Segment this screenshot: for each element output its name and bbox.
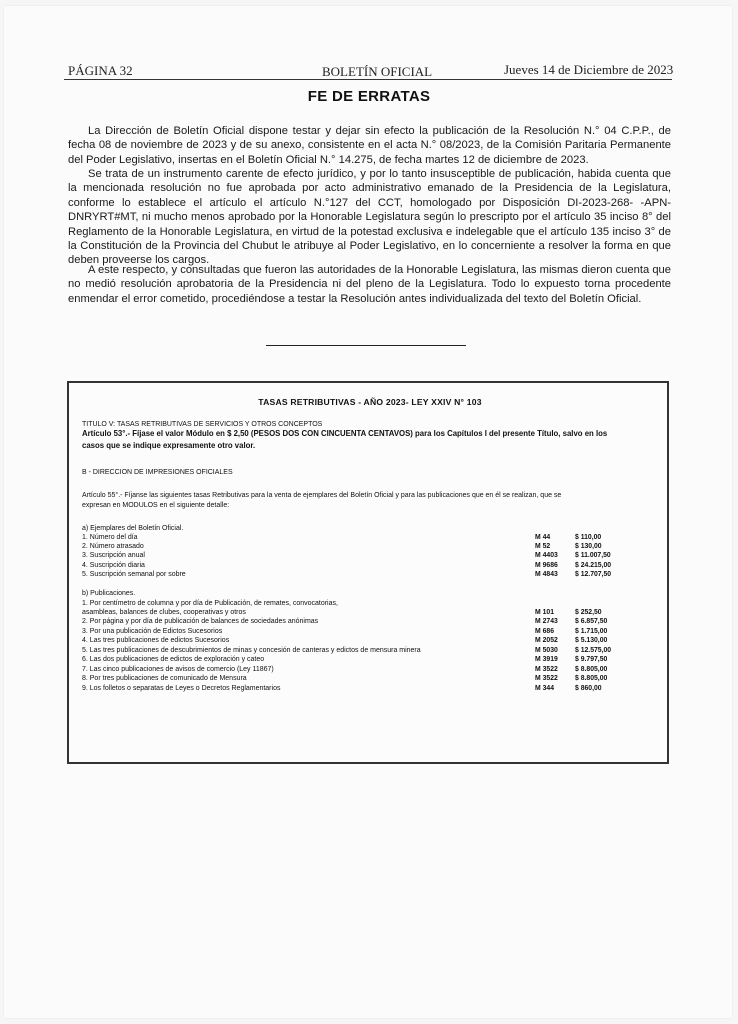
articulo-55-line-2: expresan en MODULOS en el siguiente detalle: — [82, 500, 230, 509]
errata-paragraph-1: La Dirección de Boletín Oficial dispone testar y dejar sin efecto la publicación de la Resolución N.° 04 C.P.P., de fecha 08 de noviembre de 2023 y de su anexo, consistente en el acta N.° 08/2023, de la Comisión Paritaria Permanente del Poder Legislativo, insertas en el Boletín Oficial N.° 14.275, de fecha martes 12 de diciembre de 2023. — [68, 125, 671, 166]
price-value: $ 5.130,00 — [575, 635, 608, 644]
list-item: 9. Los folletos o separatas de Leyes o Decretos Reglamentarios — [82, 683, 281, 692]
modulo-value: M 4843 — [535, 569, 558, 578]
page-number: PÁGINA 32 — [68, 63, 133, 78]
publicaciones-heading: b) Publicaciones. — [82, 588, 136, 597]
list-item: 3. Por una publicación de Edictos Sucesorios — [82, 626, 223, 635]
list-item: 5. Suscripción semanal por sobre — [82, 569, 186, 578]
modulo-value: M 101 — [535, 607, 554, 616]
list-item: 7. Las cinco publicaciones de avisos de comercio (Ley 11867) — [82, 664, 274, 673]
list-item: 5. Las tres publicaciones de descubrimientos de minas y concesión de canteras y edictos de mensura minera — [82, 645, 421, 654]
price-value: $ 8.805,00 — [575, 664, 608, 673]
modulo-value: M 44 — [535, 532, 551, 541]
articulo-53-line-2: casos que se indique expresamente otro valor. — [82, 440, 256, 450]
titulo-v: TITULO V: TASAS RETRIBUTIVAS DE SERVICIOS Y OTROS CONCEPTOS — [82, 419, 323, 428]
price-value: $ 110,00 — [575, 532, 602, 541]
errata-paragraph-2: Se trata de un instrumento carente de efecto jurídico, y por lo tanto insusceptible de publicación, habida cuenta que la mencionada resolución no fue aprobada por acto administrativo emanado de la Presidencia de la Legislatura, conforme lo establece el artículo el artículo N.°127 del CCT, homologado por Disposición DI-2023-268- -APN-DNRYRT#MT, ni mucho menos aprobado por la Honorable Legislatura según lo prescripto por el artículo 35 inciso 8° del Reglamento de la Honorable Legislatura, en virtud de la potestad exclusiva e indelegable que el artículo 135 inciso 3° de la Constitución de la Provincia del Chubut le atribuye al Poder Legislativo, en lo concerniente a resolver la forma en que deben proveerse los cargos. — [68, 168, 671, 267]
errata-paragraph-3: A este respecto, y consultadas que fueron las autoridades de la Honorable Legislatura, las mismas dieron cuenta que no medió resolución aprobatoria de la Presidencia ni del pleno de la Legislatura. Todo lo expuesto torna procedente enmendar el error cometido, procediéndose a testar la Resolución antes individualizada del texto del Boletín Oficial. — [68, 264, 671, 305]
list-item: asambleas, balances de clubes, cooperativas y otros — [82, 607, 246, 616]
list-item: 3. Suscripción anual — [82, 550, 145, 559]
price-value: $ 12.575,00 — [575, 645, 612, 654]
modulo-value: M 3522 — [535, 664, 558, 673]
section-divider — [266, 345, 466, 346]
modulo-value: M 9686 — [535, 560, 558, 569]
price-value: $ 12.707,50 — [575, 569, 612, 578]
ejemplares-heading: a) Ejemplares del Boletín Oficial. — [82, 523, 184, 532]
list-item: 2. Número atrasado — [82, 541, 144, 550]
errata-title: FE DE ERRATAS — [307, 88, 431, 105]
articulo-55-line-1: Artículo 55°.- Fíjanse las siguientes tasas Retributivas para la venta de ejemplares del Boletín Oficial y para las publicaciones que en él se realizan, que se — [82, 490, 562, 499]
header-rule — [64, 79, 672, 80]
articulo-53-line-1: Artículo 53°.- Fíjase el valor Módulo en $ 2,50 (PESOS DOS CON CINCUENTA CENTAVOS) para los Capítulos I del presente Título, salvo en los — [82, 428, 608, 438]
list-item: 1. Número del día — [82, 532, 138, 541]
publication-name: BOLETÍN OFICIAL — [322, 64, 433, 79]
modulo-value: M 4403 — [535, 550, 558, 559]
list-item: 8. Por tres publicaciones de comunicado de Mensura — [82, 673, 247, 682]
modulo-value: M 3919 — [535, 654, 558, 663]
tasas-box — [67, 381, 669, 764]
price-value: $ 252,50 — [575, 607, 602, 616]
price-value: $ 8.805,00 — [575, 673, 608, 682]
modulo-value: M 2052 — [535, 635, 558, 644]
list-item: 2. Por página y por día de publicación de balances de sociedades anónimas — [82, 616, 319, 625]
list-item: 4. Las tres publicaciones de edictos Sucesorios — [82, 635, 230, 644]
modulo-value: M 3522 — [535, 673, 558, 682]
price-value: $ 1.715,00 — [575, 626, 608, 635]
modulo-value: M 5030 — [535, 645, 558, 654]
price-value: $ 6.857,50 — [575, 616, 608, 625]
issue-date: Jueves 14 de Diciembre de 2023 — [504, 62, 674, 77]
modulo-value: M 2743 — [535, 616, 558, 625]
modulo-value: M 52 — [535, 541, 551, 550]
list-item: 6. Las dos publicaciones de edictos de exploración y cateo — [82, 654, 265, 663]
price-value: $ 130,00 — [575, 541, 602, 550]
price-value: $ 24.215,00 — [575, 560, 612, 569]
price-value: $ 11.007,50 — [575, 550, 611, 559]
modulo-value: M 686 — [535, 626, 554, 635]
price-value: $ 9.797,50 — [575, 654, 608, 663]
publicacion-1-line-1: 1. Por centímetro de columna y por día de Publicación, de remates, convocatorias, — [82, 598, 338, 607]
tasas-title: TASAS RETRIBUTIVAS - AÑO 2023- LEY XXIV N° 103 — [258, 397, 482, 407]
modulo-value: M 344 — [535, 683, 554, 692]
section-b-heading: B - DIRECCION DE IMPRESIONES OFICIALES — [82, 467, 233, 476]
list-item: 4. Suscripción diaria — [82, 560, 145, 569]
price-value: $ 860,00 — [575, 683, 602, 692]
